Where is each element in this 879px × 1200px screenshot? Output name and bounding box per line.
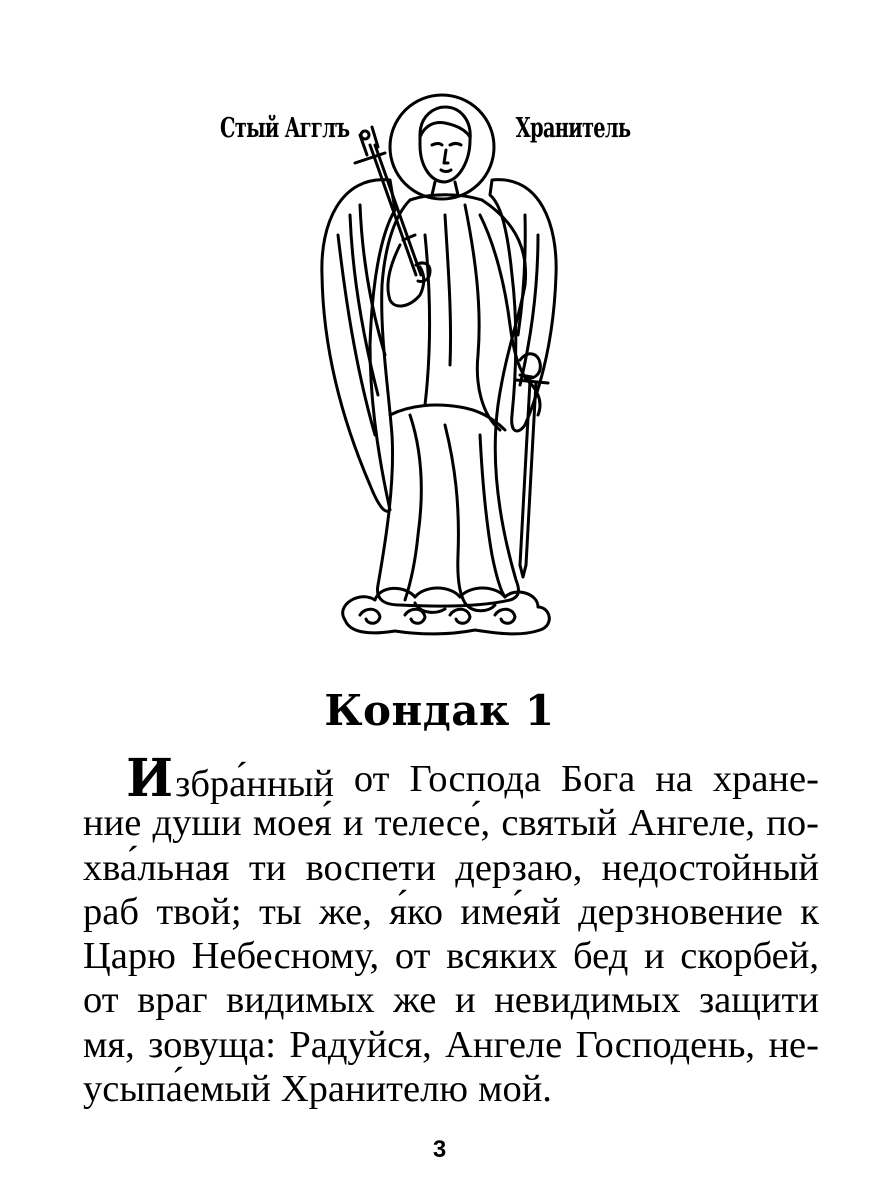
text-line: Царю Небесному, от всяких бед и скорбей, [83,935,819,978]
icon-inscription-left: Стый Агглъ [220,113,350,144]
text-line: хва́льная ти воспети дерзаю, недостойный [83,846,819,889]
text-line: от враг видимых же и невидимых защити [83,979,819,1022]
text-line: ние души моея́ и телесе́, святый Ангеле, по- [83,802,819,845]
kontakion-heading: Кондак 1 [324,686,555,735]
text-line: Избра́нный от Господа Бога на хране- [126,748,819,809]
kontakion-text [83,748,819,1111]
page-number: 3 [432,1136,447,1163]
text-line: усыпа́емый Хранителю мой. [83,1068,552,1111]
first-word: Избра́нный [126,748,334,809]
drop-cap: И [126,748,173,809]
text-line: мя, зовуща: Радуйся, Ангеле Господень, не- [83,1023,819,1066]
text-line: раб твой; ты же, я́ко име́яй дерзновение к [83,890,819,933]
icon-inscription-right: Хранитель [515,113,630,144]
guardian-angel-illustration [220,85,650,660]
